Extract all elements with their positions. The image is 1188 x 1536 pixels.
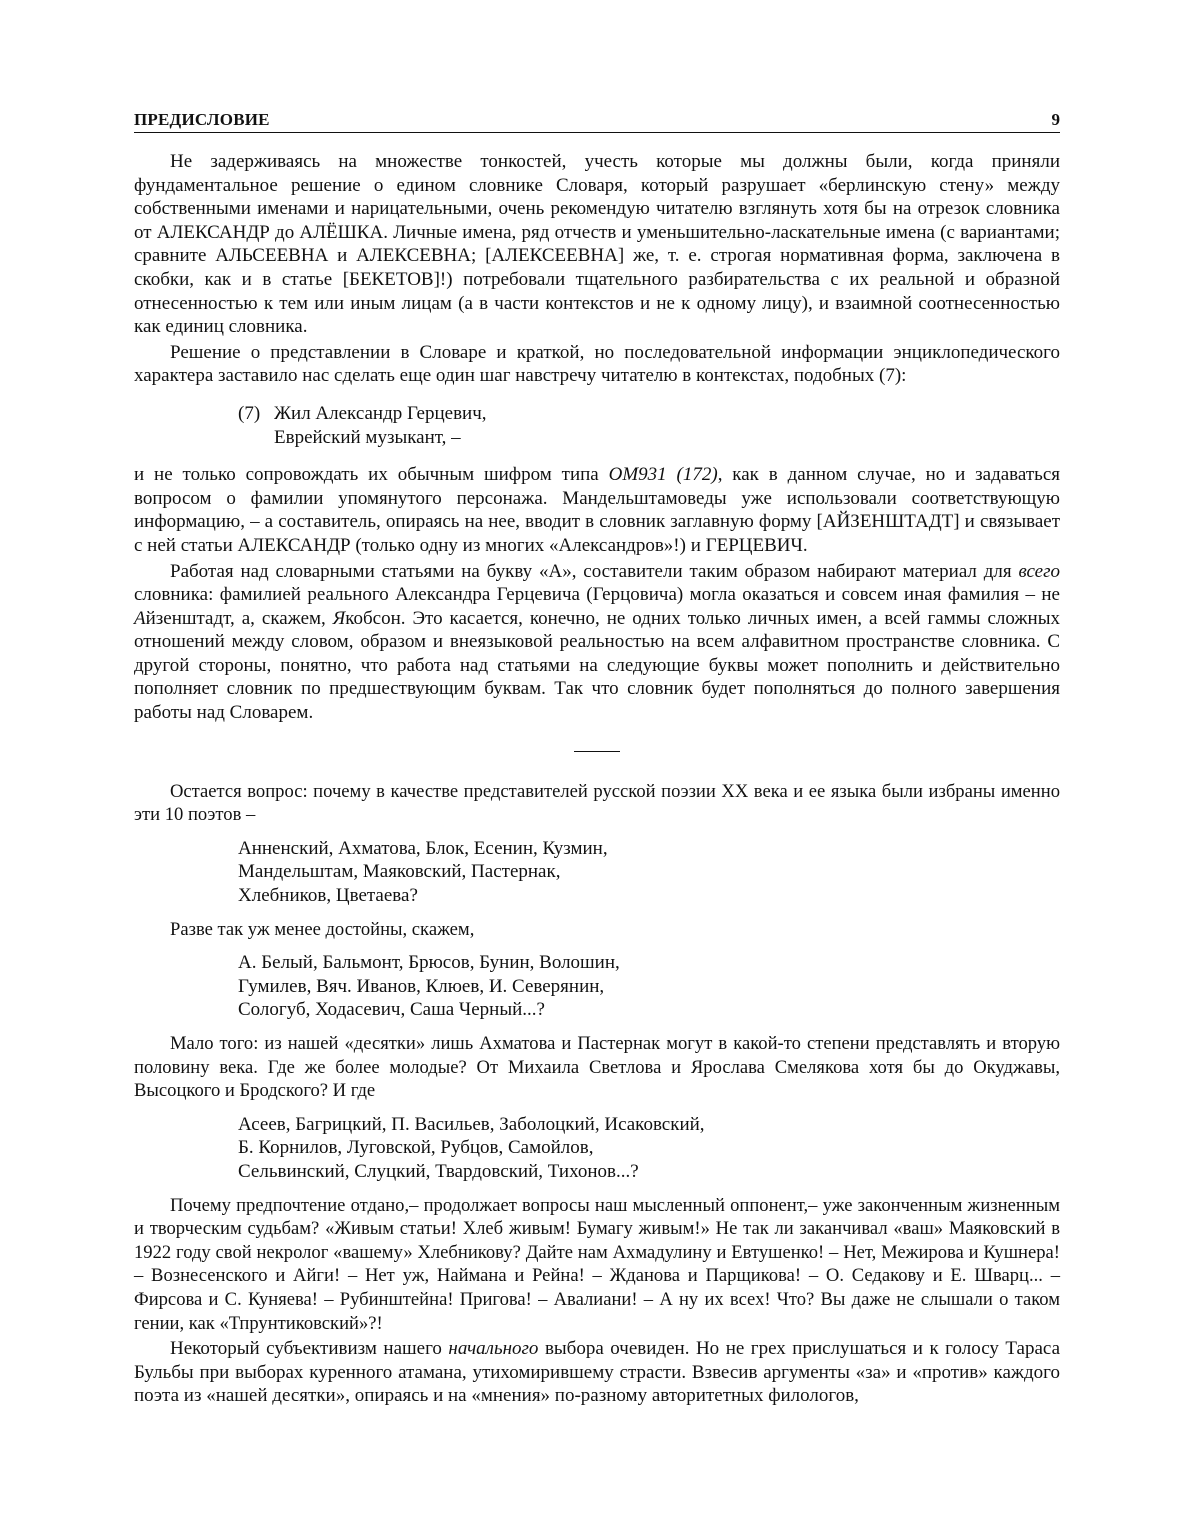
body-text <box>134 150 1060 1408</box>
verse-example-7 <box>238 402 1060 449</box>
page-number: 9 <box>1051 110 1060 129</box>
list-item: Анненский, Ахматова, Блок, Есенин, Кузмин, <box>238 837 608 859</box>
list-item: А. Белый, Бальмонт, Брюсов, Бунин, Волошин, <box>238 952 620 974</box>
paragraph-opponent-questions: Почему предпочтение отдано,– продолжает вопросы наш мысленный оппонент,– уже законченным жизненным и творческим судьбам? «Живым статьи! Хлеб живым! Бумагу живым!» Не так ли заканчивал «ваш» Маяковский в 1922 году свой некролог «вашему» Хлебникову? Дайте нам Ахмадулину и Евтушенко! – Нет, Межирова и Кушнера! – Вознесенского и Айги! – Нет уж, Наймана и Рейна! – Жданова и Парщикова! – О. Седакову и Е. Шварц... – Фирсова и С. Куняева! – Рубинштейна! Пригова! – Авалиани! – А ну их всех! Что? Вы даже не слышали о таком гении, как «Тпрунтиковский»?! <box>134 1194 1060 1334</box>
paragraph-subjectivism: Некоторый субъективизм нашего начального выбора очевиден. Но не грех прислушаться и к голосу Тараса Бульбы при выборах куренного атамана, утихомирившему страсти. Взвесив аргументы «за» и «против» каждого поэта из «нашей десятки», опираясь и на «мнения» по-разному авторитетных филологов, <box>134 1338 1061 1407</box>
running-header <box>134 108 1060 133</box>
list-item: Сельвинский, Слуцкий, Твардовский, Тихонов...? <box>238 1160 639 1182</box>
verse-line-1: (7) Жил Александр Герцевич, <box>238 402 487 424</box>
list-item: Мандельштам, Маяковский, Пастернак, <box>238 861 561 883</box>
example-number: (7) <box>238 402 261 424</box>
paragraph-question-poets: Остается вопрос: почему в качестве представителей русской поэзии XX века и ее языка были избраны именно эти 10 поэтов – <box>134 780 1060 826</box>
section-separator <box>574 751 620 752</box>
paragraph-second-half-century: Мало того: из нашей «десятки» лишь Ахматова и Пастернак могут в какой-то степени представлять и вторую половину века. Где же более молодые? От Михаила Светлова и Ярослава Смелякова хотя бы до Окуджавы, Высоцкого и Бродского? И где <box>134 1033 1060 1102</box>
list-item: Сологуб, Ходасевич, Саша Черный...? <box>238 999 545 1021</box>
poet-list-younger <box>238 1113 1060 1184</box>
list-item: Б. Корнилов, Луговской, Рубцов, Самойлов, <box>238 1137 594 1159</box>
list-item: Гумилев, Вяч. Иванов, Клюев, И. Северянин, <box>238 975 605 997</box>
source-cipher: ОМ931 (172) <box>608 464 718 486</box>
paragraph-less-worthy: Разве так уж менее достойны, скажем, <box>170 918 475 940</box>
poet-list-chosen <box>238 837 1060 908</box>
list-item: Асеев, Багрицкий, П. Васильев, Заболоцкий, Исаковский, <box>238 1113 705 1135</box>
paragraph-cipher-note: и не только сопровождать их обычным шифром типа ОМ931 (172), как в данном случае, но и задаваться вопросом о фамилии упомянутого персонажа. Мандельштамоведы уже использовали соответствующую информацию, – а составитель, опираясь на нее, вводит в словник заглавную форму [АЙЗЕНШТАДТ] и связывает с ней статьи АЛЕКСАНДР (только одну из многих «Александров»!) и ГЕРЦЕВИЧ. <box>134 464 1060 556</box>
list-item: Хлебников, Цветаева? <box>238 885 418 907</box>
paragraph-encyclopedic-info: Решение о представлении в Словаре и краткой, но последовательной информации энциклопедического характера заставило нас сделать еще один шаг навстречу читателю в контекстах, подобных (7): <box>134 341 1060 387</box>
chapter-title: ПРЕДИСЛОВИЕ <box>134 110 270 129</box>
paragraph-letter-a-work: Работая над словарными статьями на букву «А», составители таким образом набирают материал для всего словника: фамилией реального Александра Герцевича (Герцовича) могла оказаться и совсем иная фамилия – не Айзенштадт, а, скажем, Якобсон. Это касается, конечно, не одних только личных имен, а всей гаммы сложных отношений между словом, образом и внеязыковой реальностью на всем алфавитном пространстве словника. С другой стороны, понятно, что работа над статьями на следующие буквы может пополнить и действительно пополняет словник по предшествующим буквам. Так что словник будет пополняться до полного завершения работы над Словарем. <box>134 560 1060 724</box>
poet-list-others <box>238 951 1060 1022</box>
paragraph-single-wordlist: Не задерживаясь на множестве тонкостей, учесть которые мы должны были, когда приняли фундаментальное решение о едином словнике Словаря, который разрушает «берлинскую стену» между собственными именами и нарицательными, очень рекомендую читателю взглянуть хотя бы на отрезок словника от АЛЕКСАНДР до АЛЁШКА. Личные имена, ряд отчеств и уменьшительно-ласкательные имена (с вариантами; сравните АЛЬСЕЕВНА и АЛЕКСЕВНА; [АЛЕКСЕЕВНА] же, т. е. строгая нормативная форма, заключена в скобки, как и в статье [БЕКЕТОВ]!) потребовали тщательного разбирательства с их реальной и образной отнесенностью к тем или иным лицам (а в части контекстов и не к одному лицу), и взаимной соотнесенностью как единиц словника. <box>134 151 1060 338</box>
verse-line-2: Еврейский музыкант, – <box>274 426 461 448</box>
